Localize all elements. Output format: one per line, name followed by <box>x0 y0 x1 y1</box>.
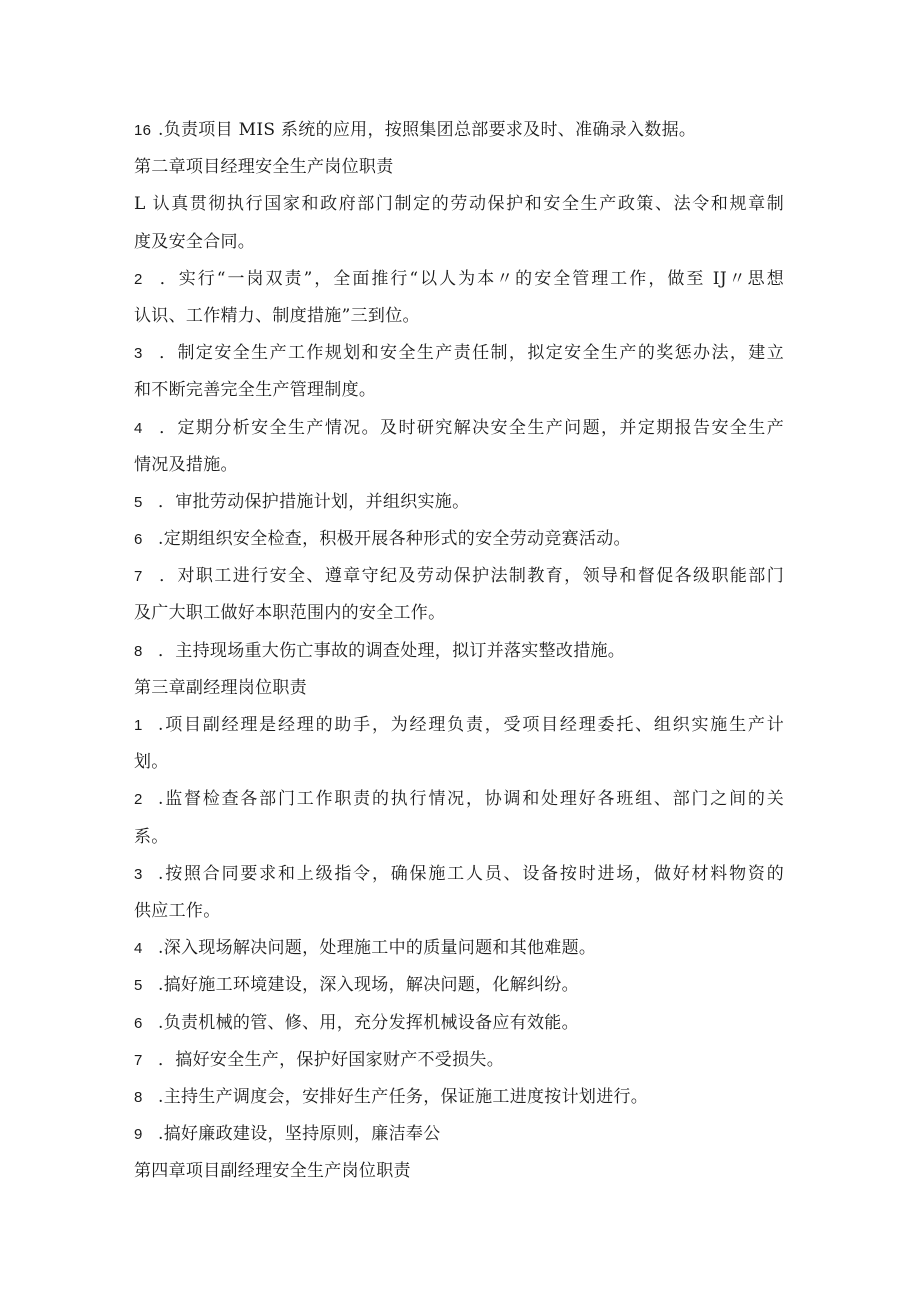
document-body <box>134 112 784 1190</box>
list-item-text: 及广大职工做好本职范围内的安全工作。 <box>134 603 446 624</box>
list-item-text: .按照合同要求和上级指令，确保施工人员、设备按时进场，做好材料物资的 <box>158 863 784 884</box>
list-item-number: 8 <box>134 1088 143 1106</box>
list-item-text: 系。 <box>134 826 169 847</box>
list-item-line <box>134 298 784 335</box>
list-item-text: ．制定安全生产工作规划和安全生产责任制，拟定安全生产的奖惩办法，建立 <box>158 343 784 364</box>
list-item-line <box>134 930 784 967</box>
list-item-line <box>134 261 784 298</box>
list-item-line <box>134 967 784 1004</box>
list-item-number: 8 <box>134 642 143 660</box>
list-item-text: .主持生产调度会，安排好生产任务，保证施工进度按计划进行。 <box>158 1086 649 1107</box>
list-item-text: .负责机械的管、修、用，充分发挥机械设备应有效能。 <box>158 1012 579 1033</box>
list-item-line <box>134 856 784 893</box>
list-item-text: ．搞好安全生产，保护好国家财产不受损失。 <box>158 1049 504 1070</box>
list-item-line <box>134 1116 784 1153</box>
list-item-line <box>134 484 784 521</box>
list-item-line <box>134 186 784 223</box>
list-item-line <box>134 521 784 558</box>
list-item-number: 1 <box>134 717 143 734</box>
list-item-text: ．实行“一岗双责”，全面推行“以人为本〃的安全管理工作，做至 IJ〃思想 <box>158 268 784 289</box>
list-item-text: .深入现场解决问题，处理施工中的质量问题和其他难题。 <box>158 938 597 959</box>
list-item-text: 情况及措施。 <box>134 454 238 475</box>
list-item-number: 4 <box>134 940 143 958</box>
list-item-line <box>134 335 784 372</box>
list-item-number: 7 <box>134 1051 143 1069</box>
list-item-text: ．对职工进行安全、遵章守纪及劳动保护法制教育，领导和督促各级职能部门 <box>158 566 784 587</box>
list-item-text: 和不断完善完全生产管理制度。 <box>134 380 377 401</box>
list-item-text: 供应工作。 <box>134 900 221 921</box>
list-item-text: .负责项目 MIS 系统的应用，按照集团总部要求及时、准确录入数据。 <box>158 120 697 140</box>
list-item-line <box>134 595 784 632</box>
list-item-line <box>134 633 784 670</box>
list-item-line <box>134 1079 784 1116</box>
list-item-number: 2 <box>134 270 143 288</box>
list-item-line <box>134 819 784 856</box>
list-item-line <box>134 744 784 781</box>
list-item-number: 16 <box>134 122 152 139</box>
list-item-line <box>134 372 784 409</box>
list-item-line <box>134 1042 784 1079</box>
chapter-heading: 第四章项目副经理安全生产岗位职责 <box>134 1161 411 1182</box>
list-item-number: 6 <box>134 1014 143 1032</box>
list-item-number: 5 <box>134 493 143 511</box>
list-item-line <box>134 707 784 744</box>
list-item-text: 度及安全合同。 <box>134 231 256 252</box>
list-item-number: 6 <box>134 531 143 549</box>
list-item-line <box>134 781 784 818</box>
list-item-line <box>134 410 784 447</box>
list-item-line <box>134 1005 784 1042</box>
list-item-line <box>134 447 784 484</box>
list-item-text: .搞好施工环境建设，深入现场，解决问题，化解纠纷。 <box>158 975 579 996</box>
list-item-line <box>134 224 784 261</box>
list-item-text: 划。 <box>134 752 169 773</box>
list-item-line <box>134 112 784 149</box>
list-item-text: 认识、工作精力、制度措施”三到位。 <box>134 305 420 326</box>
list-item-text: .定期组织安全检查，积极开展各种形式的安全劳动竞赛活动。 <box>158 529 631 550</box>
list-item-number: 4 <box>134 419 143 437</box>
chapter-heading: 第二章项目经理安全生产岗位职责 <box>134 157 394 178</box>
list-item-number: 9 <box>134 1126 143 1144</box>
chapter-heading: 第三章副经理岗位职责 <box>134 677 307 698</box>
list-item-text: ．审批劳动保护措施计划，并组织实施。 <box>158 491 470 512</box>
list-item-text: ．定期分析安全生产情况。及时研究解决安全生产问题，并定期报告安全生产 <box>158 417 784 438</box>
list-item-line <box>134 558 784 595</box>
list-item-text: ．主持现场重大伤亡事故的调查处理，拟订并落实整改措施。 <box>158 640 626 661</box>
list-item-number: 5 <box>134 977 143 995</box>
list-item-number: 3 <box>134 865 143 883</box>
list-item-line <box>134 893 784 930</box>
list-item-number: 7 <box>134 568 143 586</box>
list-item-text: .项目副经理是经理的助手，为经理负责，受项目经理委托、组织实施生产计 <box>158 715 784 735</box>
list-item-text: .搞好廉政建设，坚持原则，廉洁奉公 <box>158 1124 441 1145</box>
list-item-text: L 认真贯彻执行国家和政府部门制定的劳动保护和安全生产政策、法令和规章制 <box>134 194 784 215</box>
list-item-text: .监督检查各部门工作职责的执行情况，协调和处理好各班组、部门之间的关 <box>158 789 784 810</box>
list-item-number: 3 <box>134 345 143 363</box>
list-item-number: 2 <box>134 791 143 809</box>
